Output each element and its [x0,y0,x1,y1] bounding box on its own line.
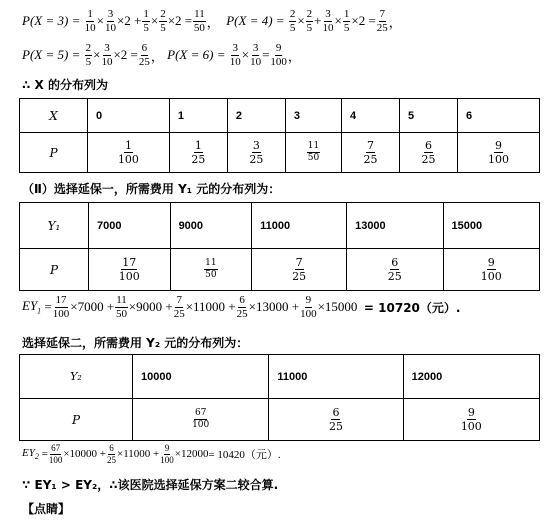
y2-value-cell: 12000 [403,355,539,399]
table1-row-label-x: X [20,99,88,133]
p-value-cell: $\frac{9}{100}$ [403,399,539,441]
ey1-expectation: $EY_1$ = $\frac{17}{100}$ ×7000 + $\frac{11}{50}$ ×9000 + $\frac{7}{25}$ ×11000 + $\frac{6}{25}$ ×13000 + $\frac{9}{100}$ ×15000 = 10720（元）. [22,293,461,320]
p-value-cell: $\frac{6}{25}$ [269,399,403,441]
table3-row-label-y2: Y₂ [20,355,133,399]
table3-row-label-p: P [20,399,133,441]
prob-line-1: P(X = 3) = $\frac{1}{10}$ × $\frac{3}{10}$ ×2 + $\frac{1}{5}$ × $\frac{2}{5}$ ×2 = $\frac{11}{50}$ ， P(X = 4) = $\frac{2}{5}$ × $\frac{2}{5}$ + $\frac{3}{10}$ × $\frac{1}{5}$ ×2 = $\frac{7}{25}$ ， [22,7,402,34]
table2-row-label-y1: Y₁ [20,203,89,249]
comment-label: 【点睛】 [22,502,71,516]
x-value-cell: 2 [227,99,285,133]
section2-heading: （Ⅱ）选择延保一，所需费用 Y₁ 元的分布列为： [22,182,281,196]
p5-lhs: P(X = 5) = [22,47,81,62]
conclusion: ∵ EY₁ > EY₂，∴该医院选择延保方案二较合算. [22,478,279,492]
p-value-cell: $\frac{9}{100}$ [458,133,540,173]
p-value-cell: $\frac{1}{25}$ [169,133,227,173]
y2-value-cell: 10000 [133,355,269,399]
prob-line-2: P(X = 5) = $\frac{2}{5}$ × $\frac{3}{10}$ ×2 = $\frac{6}{25}$ ， P(X = 6) = $\frac{3}{10}$ × $\frac{3}{10}$ = $\frac{9}{100}$ ， [22,41,301,68]
y1-value-cell: 13000 [347,203,443,249]
y1-value-cell: 15000 [443,203,539,249]
p-value-cell: $\frac{11}{50}$ [285,133,341,173]
p4-lhs: P(X = 4) = [226,13,285,28]
table2-row-label-p: P [20,249,89,291]
x-value-cell: 3 [285,99,341,133]
table1-row-label-p: P [20,133,88,173]
p-value-cell: $\frac{67}{100}$ [133,399,269,441]
p-value-cell: $\frac{6}{25}$ [400,133,458,173]
p-value-cell: $\frac{6}{25}$ [347,249,443,291]
p3-lhs: P(X = 3) = [22,13,81,28]
p-value-cell: $\frac{17}{100}$ [89,249,171,291]
p3-result: $\frac{11}{50}$ [193,7,205,34]
x-distribution-table [19,98,540,173]
x-value-cell: 5 [400,99,458,133]
ey2-result: = 10420（元）. [208,449,281,461]
p-value-cell: $\frac{3}{25}$ [227,133,285,173]
y1-value-cell: 9000 [170,203,252,249]
p4-result: $\frac{7}{25}$ [376,7,388,34]
y2-distribution-table [19,354,540,441]
p6-lhs: P(X = 6) = [167,47,226,62]
x-value-cell: 1 [169,99,227,133]
x-value-cell: 0 [88,99,170,133]
p6-result: $\frac{9}{100}$ [270,41,287,68]
p5-result: $\frac{6}{25}$ [138,41,150,68]
y1-value-cell: 7000 [89,203,171,249]
ey1-result: = 10720（元）. [363,300,461,315]
section1-heading: ∴ X 的分布列为 [22,78,108,92]
ey2-expectation: $EY_2$ = $\frac{67}{100}$ ×10000 + $\frac{6}{25}$ ×11000 + $\frac{9}{100}$ ×12000 = 10420（元）. [22,442,281,465]
p-value-cell: $\frac{11}{50}$ [170,249,252,291]
x-value-cell: 4 [342,99,400,133]
p-value-cell: $\frac{1}{100}$ [88,133,170,173]
y2-value-cell: 11000 [269,355,403,399]
p-value-cell: $\frac{9}{100}$ [443,249,539,291]
p-value-cell: $\frac{7}{25}$ [342,133,400,173]
y1-distribution-table [19,202,540,291]
p-value-cell: $\frac{7}{25}$ [252,249,347,291]
y1-value-cell: 11000 [252,203,347,249]
x-value-cell: 6 [458,99,540,133]
section3-heading: 选择延保二，所需费用 Y₂ 元的分布列为： [22,336,249,350]
